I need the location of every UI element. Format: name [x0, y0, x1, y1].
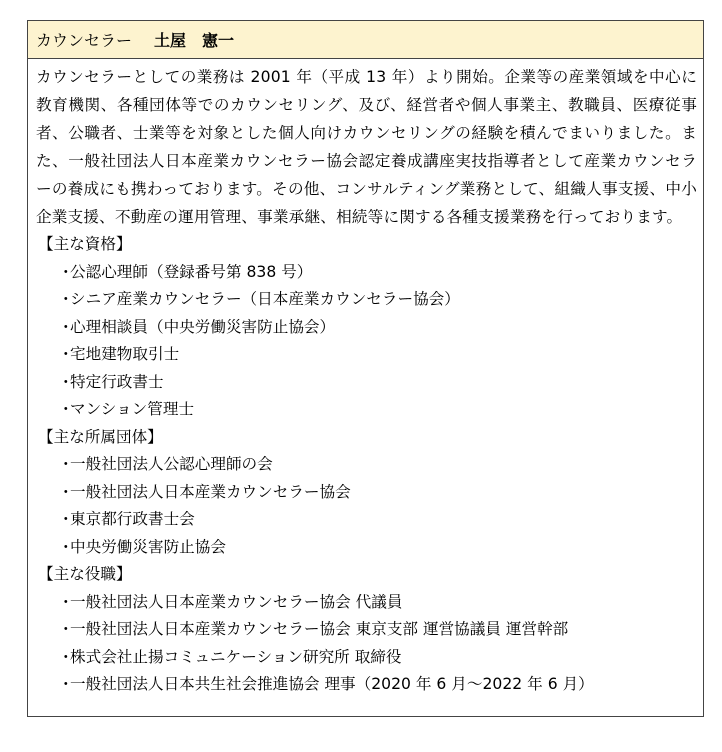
list-item: ・中央労働災害防止協会 — [58, 537, 226, 556]
qualifications-heading: 【主な資格】 — [38, 235, 132, 253]
list-item: ・特定行政書士 — [58, 372, 164, 391]
list-item: ・宅地建物取引士 — [58, 345, 180, 363]
profile-card — [27, 20, 704, 717]
list-item: ・公認心理師（登録番号第 838 号） — [58, 262, 313, 281]
list-item: ・マンション管理士 — [58, 400, 195, 418]
list-item: ・シニア産業カウンセラー（日本産業カウンセラー協会） — [58, 290, 460, 308]
profile-role: カウンセラー — [36, 31, 133, 50]
list-item: ・心理相談員（中央労働災害防止協会） — [58, 317, 336, 336]
list-item: ・東京都行政書士会 — [58, 510, 195, 528]
list-item: ・一般社団法人公認心理師の会 — [58, 455, 273, 473]
list-item: ・一般社団法人日本共生社会推進協会 理事（2020 年 6 月～2022 年 6 月） — [58, 675, 594, 693]
list-item: ・株式会社止揚コミュニケーション研究所 取締役 — [58, 647, 402, 666]
profile-intro: カウンセラーとしての業務は 2001 年（平成 13 年）より開始。企業等の産業領域を中心に教育機関、各種団体等でのカウンセリング、及び、経営者や個人事業主、教職員、医療従事者、公職者、士業等を対象とした個人向けカウンセリングの経験を積んでまいりました。また、一般社団法人日本産業カウンセラー協会認定養成講座実技指導者として産業カウンセラーの養成にも携わっております。その他、コンサルティング業務として、組織人事支援、中小企業支援、不動産の運用管理、事業承継、相続等に関する各種支援業務を行っております。 — [36, 68, 697, 226]
qualifications-list — [36, 259, 697, 424]
positions-heading: 【主な役職】 — [38, 565, 132, 583]
list-item: ・一般社団法人日本産業カウンセラー協会 — [58, 482, 351, 501]
list-item: ・一般社団法人日本産業カウンセラー協会 代議員 — [58, 592, 403, 611]
profile-body — [28, 59, 703, 699]
organizations-list — [36, 451, 697, 561]
profile-name: 土屋 憲一 — [154, 31, 235, 50]
list-item: ・一般社団法人日本産業カウンセラー協会 東京支部 運営協議員 運営幹部 — [58, 620, 569, 638]
profile-header — [28, 21, 703, 59]
positions-list — [36, 589, 697, 699]
organizations-heading: 【主な所属団体】 — [38, 427, 163, 446]
